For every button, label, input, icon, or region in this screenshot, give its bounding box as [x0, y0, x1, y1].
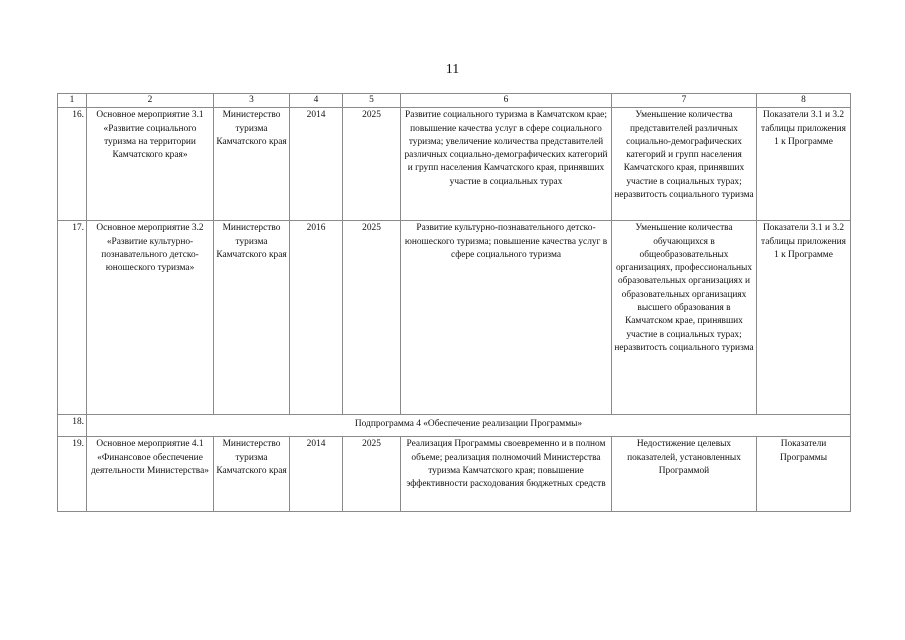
indicators-cell: Показатели Программы [757, 437, 851, 512]
executor-cell: Министерство туризма Камчатского края [214, 437, 290, 512]
table-row [58, 108, 851, 221]
executor-cell: Министерство туризма Камчатского края [214, 221, 290, 415]
consequences-cell: Уменьшение количества представителей различных социально-демографических категорий и групп населения Камчатского края, принявших участие в социальных турах; неразвитость социального туризма [612, 108, 757, 221]
start-year-cell: 2014 [290, 108, 343, 221]
result-cell: Реализация Программы своевременно и в полном объеме; реализация полномочий Министерства туризма Камчатского края; повышение эффективности расходования бюджетных средств [401, 437, 612, 512]
executor-cell: Министерство туризма Камчатского края [214, 108, 290, 221]
table-row [58, 437, 851, 512]
result-cell: Развитие культурно-познавательного детско-юношеского туризма; повышение качества услуг в сфере социального туризма [401, 221, 612, 415]
end-year-cell: 2025 [343, 221, 401, 415]
consequences-cell: Уменьшение количества обучающихся в общеобразовательных организациях, профессиональных образовательных организациях и образовательных организациях высшего образования в Камчатском крае, принявших участие в социальных турах; неразвитость социального туризма [612, 221, 757, 415]
header-cell: 7 [612, 94, 757, 108]
header-cell: 4 [290, 94, 343, 108]
start-year-cell: 2014 [290, 437, 343, 512]
start-year-cell: 2016 [290, 221, 343, 415]
page-number: 11 [445, 62, 460, 77]
indicators-cell: Показатели 3.1 и 3.2 таблицы приложения 1 к Программе [757, 108, 851, 221]
row-number: 18. [58, 415, 87, 437]
header-cell: 2 [87, 94, 214, 108]
measure-cell: Основное мероприятие 3.2 «Развитие культурно-познавательного детско-юношеского туризма» [87, 221, 214, 415]
row-number: 16. [58, 108, 87, 221]
measure-cell: Основное мероприятие 3.1 «Развитие социального туризма на территории Камчатского края» [87, 108, 214, 221]
subprogram-title: Подпрограмма 4 «Обеспечение реализации Программы» [87, 415, 851, 437]
end-year-cell: 2025 [343, 437, 401, 512]
subprogram-row [58, 415, 851, 437]
consequences-cell: Недостижение целевых показателей, установленных Программой [612, 437, 757, 512]
table-row [58, 221, 851, 415]
row-number: 19. [58, 437, 87, 512]
measure-cell: Основное мероприятие 4.1 «Финансовое обеспечение деятельности Министерства» [87, 437, 214, 512]
end-year-cell: 2025 [343, 108, 401, 221]
row-number: 17. [58, 221, 87, 415]
table-header-row [58, 94, 851, 108]
result-cell: Развитие социального туризма в Камчатском крае; повышение качества услуг в сфере социального туризма; увеличение количества представителей различных социально-демографических категорий и групп населения Камчатского края, принявших участие в социальных турах [401, 108, 612, 221]
indicators-cell: Показатели 3.1 и 3.2 таблицы приложения 1 к Программе [757, 221, 851, 415]
header-cell: 6 [401, 94, 612, 108]
header-cell: 3 [214, 94, 290, 108]
header-cell: 1 [58, 94, 87, 108]
header-cell: 5 [343, 94, 401, 108]
header-cell: 8 [757, 94, 851, 108]
program-measures-table [57, 93, 851, 512]
